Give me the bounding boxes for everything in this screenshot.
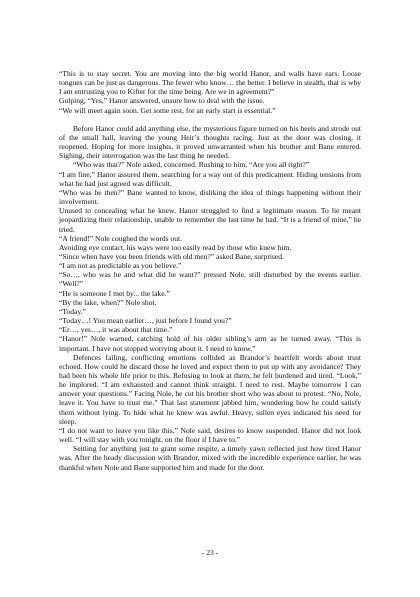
paragraph: Defences failing, conflicting emotions collided as Brandor’s heartfelt words about trust echoed. How could he discard those he loved and expect them to put up with any avoidance? They had been his whole life prior to this. Refusing to look at them, he felt burdened and tired. “Look,” he implored. “I am exhausted and cannot think straight. I need to rest. Maybe tomorrow I can answer your questions.” Facing Nole, he cut his brother short who was about to protest. “No, Nole, leave it. You have to trust me.” That last statement jabbed him, wondering how he could satisfy them without lying. To hide what he knew was awful. Heavy, sullen eyes indicated his need for sleep.: [59, 352, 361, 426]
paragraph: “Er…, yes…, it was about that time.”: [59, 325, 173, 335]
body-text: [59, 69, 361, 472]
paragraph: “Who was that?” Nole asked, concerned. Rushing to him, “Are you all right?”: [73, 160, 310, 170]
paragraph: Unused to concealing what he knew, Hanor struggled to find a legitimate reason. To lie meant jeopardizing their relationship, unable to remember the last time he had. “It is a friend of mine,” he tried.: [59, 206, 361, 234]
paragraph: “A friend!” Nole coughed the words out.: [59, 233, 183, 243]
paragraph: “I am fine,” Hanor assured them, searching for a way out of this predicament. Hiding tensions from what he had just agreed was difficult.: [59, 169, 361, 188]
page-number: - 23 -: [201, 548, 219, 557]
paragraph: “So…, who was he and what did he want?” pressed Nole, still disturbed by the events earlier. “Well?”: [59, 270, 361, 289]
paragraph: Gulping, “Yes,” Hanor answered, unsure how to deal with the issue.: [59, 96, 265, 106]
paragraph: “Hanor!” Nole warned, catching hold of his older sibling’s arm as he turned away. “This is important. I have not stopped worrying about it. I need to know.”: [59, 334, 361, 353]
paragraph: “Who was he then?” Bane wanted to know, disliking the idea of things happening without their involvement.: [59, 187, 361, 207]
paragraph: Avoiding eye contact, his ways were too easily read by those who knew him.: [59, 242, 292, 252]
paragraph: “Today…! You mean earlier…, just before I found you?”: [59, 316, 232, 326]
paragraph: “Today.”: [59, 306, 86, 316]
paragraph: “By the lake, when?” Nole shot.: [59, 297, 157, 307]
paragraph: “I am not as predictable as you believe.”: [59, 261, 182, 271]
paragraph: “This is to stay secret. You are moving into the big world Hanor, and walls have ears. Loose tongues can be just as dangerous. The fewer who know… the better. I believe in stealth, that is why I am entrusting you to Kifter for the time being. Are we in agreement?”: [59, 69, 361, 97]
paragraph: Settling for anything just to grant some respite, a timely yawn reflected just how tired Hanor was. After the heady discussion with Brandor, mixed with the incredible experience earlier, he was thankful when Nole and Bane supported him and made for the door.: [59, 444, 361, 472]
paragraph: “Since when have you been friends with old men?” asked Bane, surprised.: [59, 251, 284, 261]
paragraph: “We will meet again soon. Get some rest, for an early start is essential.”: [59, 105, 276, 115]
paragraph: “He is someone I met by... the lake.”: [59, 288, 170, 298]
paragraph: “I do not want to leave you like this,” Nole said, desires to know suspended. Hanor did not look well. “I will stay with you tonight, on the floor if I have to.”: [59, 425, 361, 445]
paragraph: Before Hanor could add anything else, the mysterious figure turned on his heels and strode out of the small hall, leaving the young Heir’s thoughts racing. Just as the door was closing, it reopened. Hoping for more insights, it proved unwarranted when his brother and Bane entered. Sighing, their interrogation was the last thing he needed.: [59, 123, 361, 161]
